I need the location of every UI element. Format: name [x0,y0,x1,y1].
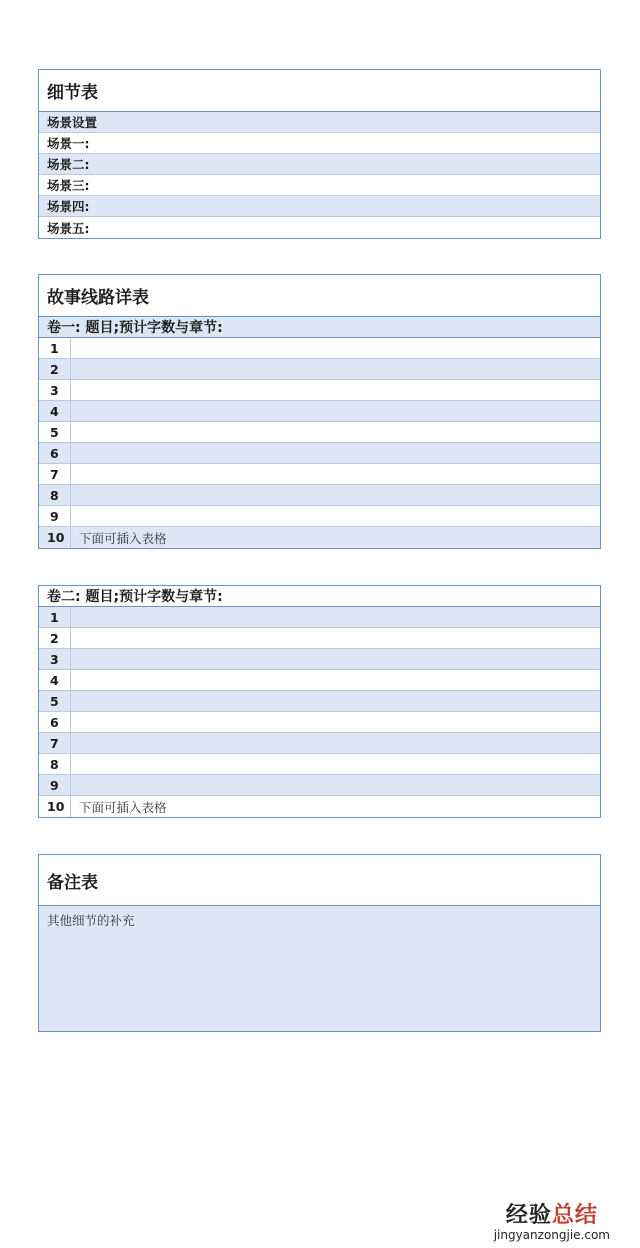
table-row[interactable] [39,133,600,154]
watermark-url: jingyanzongjie.com [493,1228,610,1242]
row-number: 6 [39,443,71,463]
table-row[interactable] [39,154,600,175]
table-row[interactable] [39,359,600,380]
row-number: 7 [39,733,71,753]
row-number: 2 [39,628,71,648]
table-row[interactable] [39,628,600,649]
table-row[interactable] [39,691,600,712]
row-number: 9 [39,506,71,526]
table-row[interactable] [39,607,600,628]
row-number: 3 [39,380,71,400]
notes-table-title: 备注表 [39,855,600,906]
scene-label: 场景二: [47,157,90,172]
table-row[interactable] [39,733,600,754]
detail-table [38,69,601,239]
table-row[interactable] [39,506,600,527]
table-row[interactable] [39,175,600,196]
row-number: 1 [39,607,71,627]
scene-label: 场景三: [47,178,90,193]
table-row[interactable] [39,649,600,670]
scene-label: 场景四: [47,199,90,214]
row-number: 7 [39,464,71,484]
watermark-title [494,1202,610,1228]
row-number: 10 [39,796,71,817]
storyline-table-title: 故事线路详表 [39,275,600,317]
table-row[interactable] [39,775,600,796]
watermark-title-dark: 经验 [505,1202,552,1228]
row-number: 9 [39,775,71,795]
row-number: 5 [39,691,71,711]
row-number: 5 [39,422,71,442]
notes-body[interactable]: 其他细节的补充 [39,906,600,1031]
notes-table [38,854,601,1032]
insert-table-hint[interactable]: 下面可插入表格 [79,530,167,546]
scene-settings-label: 场景设置 [47,115,98,130]
table-row[interactable] [39,443,600,464]
insert-table-hint[interactable]: 下面可插入表格 [79,799,167,815]
storyline-table [38,274,601,549]
scene-label: 场景五: [47,220,90,236]
volume-2-header[interactable]: 卷二: 题目;预计字数与章节: [39,586,600,607]
table-row[interactable] [39,401,600,422]
table-row[interactable] [39,712,600,733]
row-number: 10 [39,527,71,548]
table-row[interactable] [39,422,600,443]
table-row[interactable] [39,338,600,359]
row-number: 4 [39,670,71,690]
table-row[interactable] [39,527,600,548]
row-number: 8 [39,754,71,774]
table-row[interactable] [39,196,600,217]
watermark-title-red: 总结 [551,1202,598,1228]
row-number: 2 [39,359,71,379]
table-row[interactable] [39,754,600,775]
detail-table-title: 细节表 [39,70,600,112]
table-row[interactable] [39,796,600,817]
row-number: 8 [39,485,71,505]
row-number: 4 [39,401,71,421]
table-row[interactable] [39,485,600,506]
volume-1-header[interactable]: 卷一: 题目;预计字数与章节: [39,317,600,338]
table-row[interactable] [39,112,600,133]
scene-label: 场景一: [47,136,90,151]
row-number: 3 [39,649,71,669]
volume-2-table [38,585,601,818]
row-number: 6 [39,712,71,732]
table-row[interactable] [39,670,600,691]
row-number: 1 [39,338,71,358]
table-row[interactable] [39,464,600,485]
watermark-logo [494,1202,610,1242]
table-row[interactable] [39,380,600,401]
table-row[interactable] [39,217,600,238]
